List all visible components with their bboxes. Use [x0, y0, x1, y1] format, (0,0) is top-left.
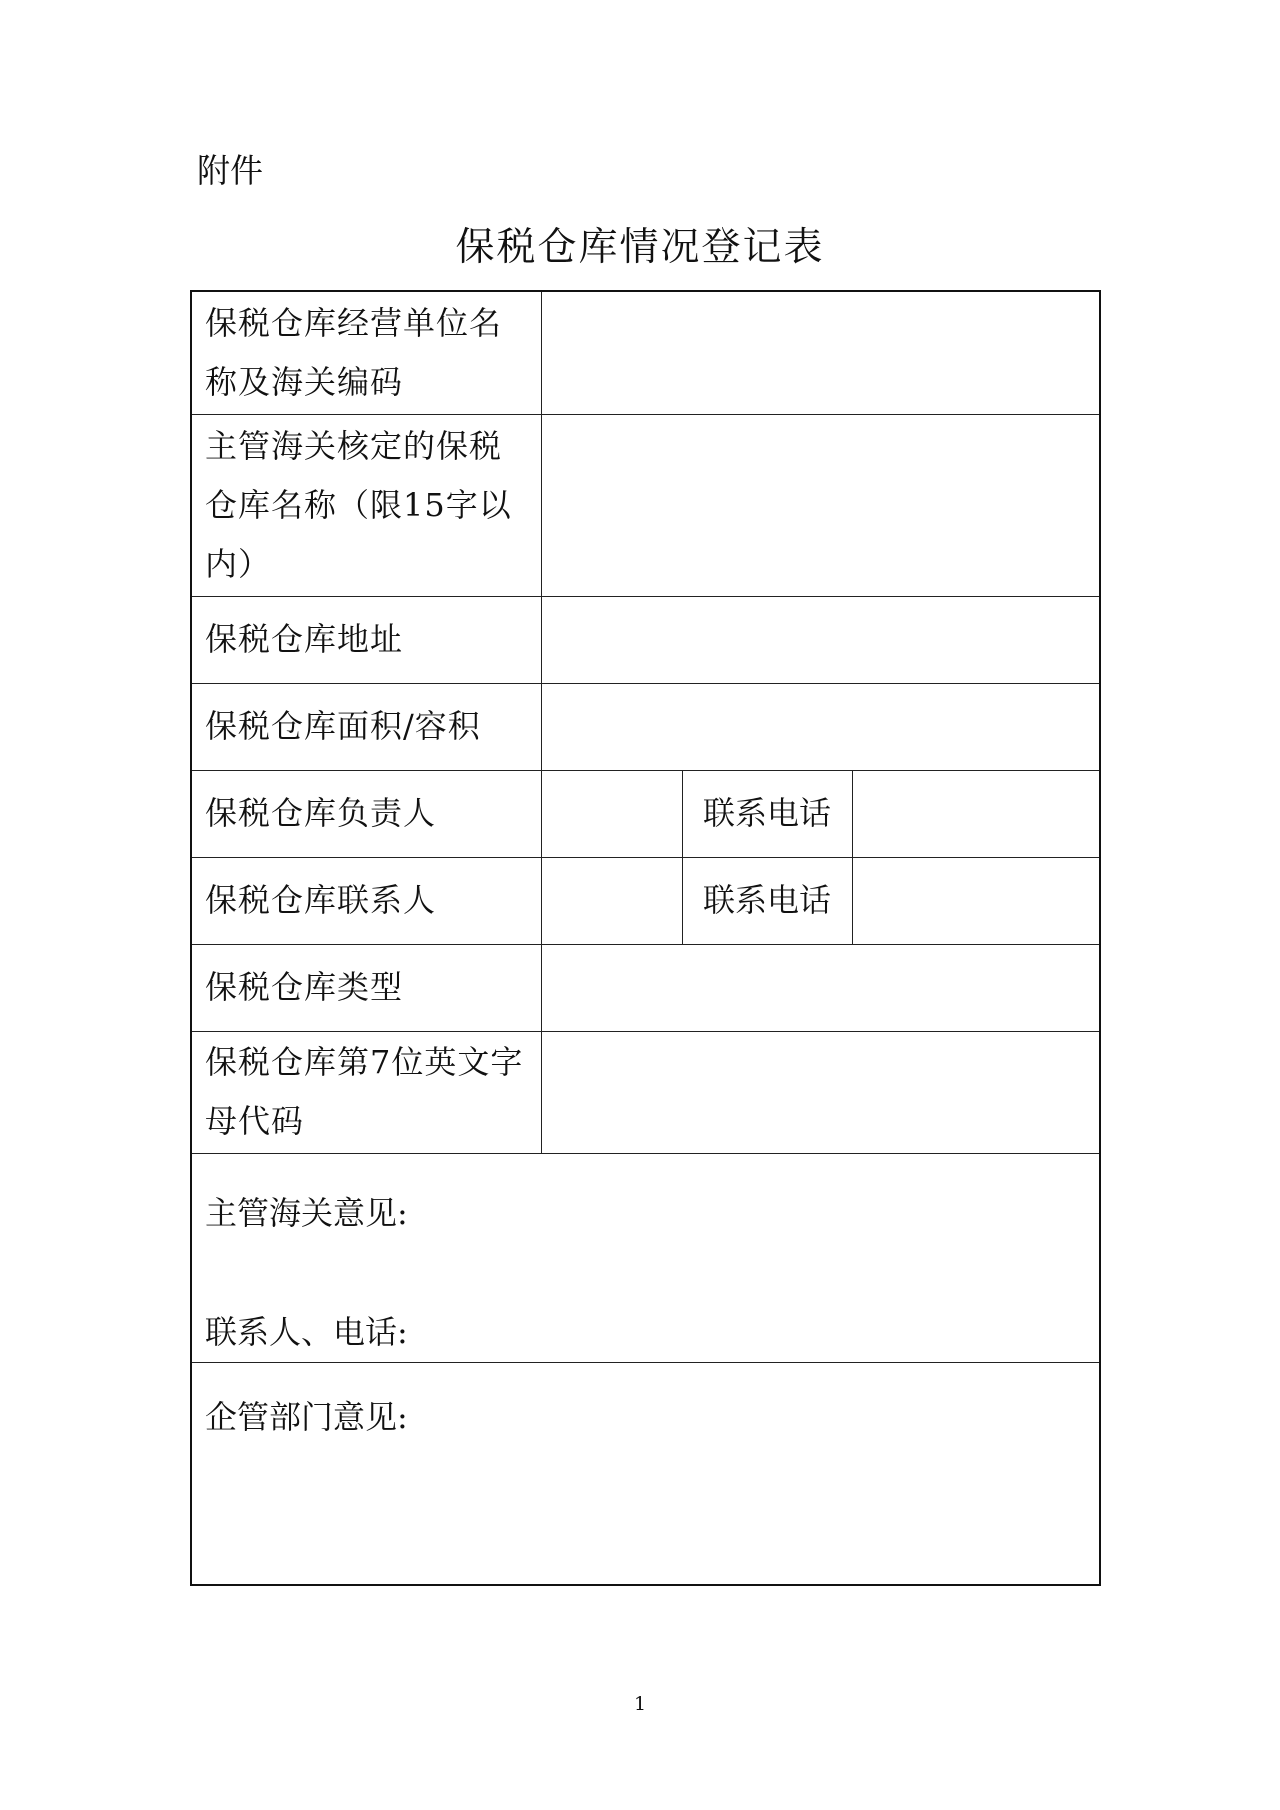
row-warehouse-address: [191, 596, 1100, 683]
manager-phone-field[interactable]: [852, 770, 1100, 857]
row-letter-code: [191, 1031, 1100, 1153]
letter-code-label: 保税仓库第7位英文字母代码: [191, 1031, 541, 1153]
dept-opinion-field[interactable]: [191, 1362, 1100, 1585]
attachment-label: 附件: [197, 151, 263, 190]
registration-form-table: [190, 290, 1101, 1586]
row-warehouse-name: [191, 414, 1100, 596]
customs-contact-label: 联系人、电话:: [205, 1312, 408, 1351]
dept-opinion-label: 企管部门意见:: [205, 1397, 408, 1436]
warehouse-manager-label: 保税仓库负责人: [191, 770, 541, 857]
operator-name-label: 保税仓库经营单位名称及海关编码: [191, 291, 541, 414]
warehouse-address-label: 保税仓库地址: [191, 596, 541, 683]
warehouse-name-field[interactable]: [541, 414, 1100, 596]
page-title: 保税仓库情况登记表: [455, 225, 825, 270]
customs-opinion-field[interactable]: [191, 1153, 1100, 1362]
contact-phone-label: 联系电话: [682, 857, 852, 944]
row-operator-name: [191, 291, 1100, 414]
row-customs-opinion: [191, 1153, 1100, 1362]
warehouse-area-label: 保税仓库面积/容积: [191, 683, 541, 770]
warehouse-contact-field[interactable]: [541, 857, 682, 944]
manager-phone-label: 联系电话: [682, 770, 852, 857]
row-warehouse-manager: [191, 770, 1100, 857]
row-warehouse-area: [191, 683, 1100, 770]
warehouse-address-field[interactable]: [541, 596, 1100, 683]
warehouse-manager-field[interactable]: [541, 770, 682, 857]
customs-opinion-label: 主管海关意见:: [205, 1193, 408, 1232]
operator-name-field[interactable]: [541, 291, 1100, 414]
contact-phone-field[interactable]: [852, 857, 1100, 944]
warehouse-type-field[interactable]: [541, 944, 1100, 1031]
page-number: 1: [633, 1693, 647, 1715]
warehouse-contact-label: 保税仓库联系人: [191, 857, 541, 944]
row-warehouse-contact: [191, 857, 1100, 944]
warehouse-type-label: 保税仓库类型: [191, 944, 541, 1031]
row-warehouse-type: [191, 944, 1100, 1031]
letter-code-field[interactable]: [541, 1031, 1100, 1153]
warehouse-name-label: 主管海关核定的保税仓库名称（限15字以内）: [191, 414, 541, 596]
row-dept-opinion: [191, 1362, 1100, 1585]
warehouse-area-field[interactable]: [541, 683, 1100, 770]
